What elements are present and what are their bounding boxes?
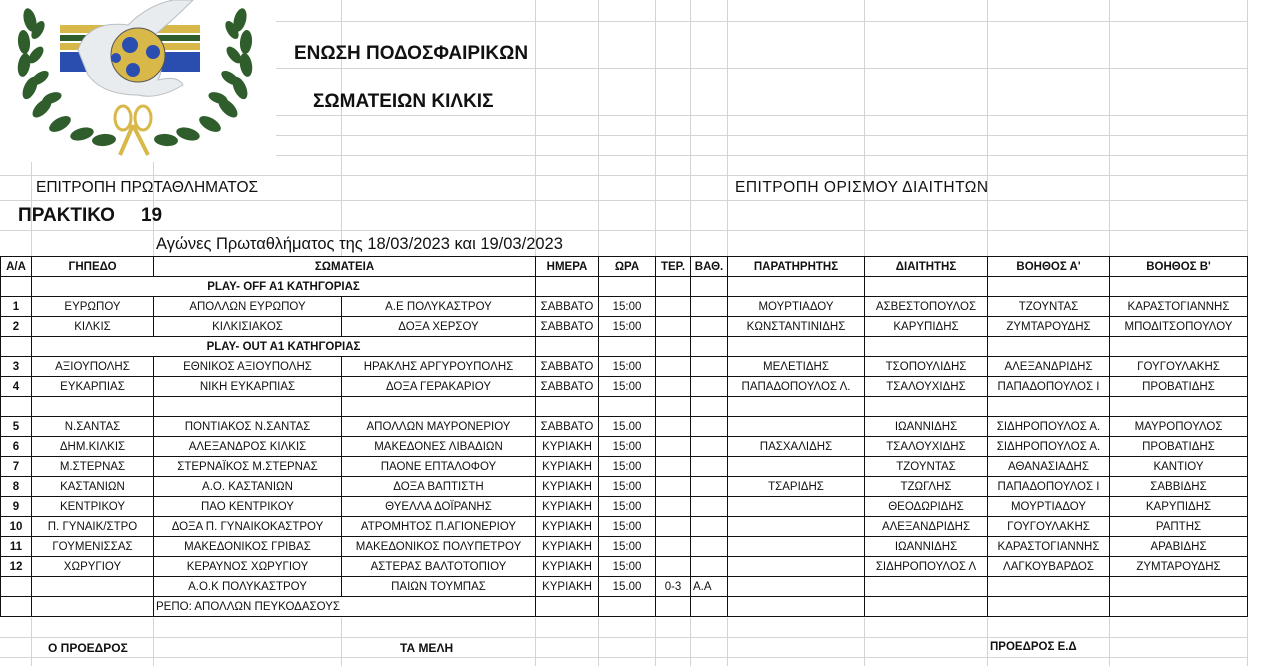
table-header-row [1,257,1248,277]
penalty [691,437,728,457]
col-header-assistant-a: ΒΟΗΘΟΣ Α' [988,257,1110,277]
penalty [691,377,728,397]
away-team: ΔΟΞΑ ΧΕΡΣΟΥ [342,317,536,337]
section-row-playout [1,337,1248,357]
result [656,557,691,577]
row-number [1,577,32,597]
stadium: ΕΥΚΑΡΠΙΑΣ [32,377,154,397]
match-day: ΣΑΒΒΑΤΟ [536,317,599,337]
org-name-line1: ΕΝΩΣΗ ΠΟΔΟΣΦΑΙΡΙΚΩΝ [294,43,529,64]
away-team: ΘΥΕΛΛΑ ΔΟΪΡΑΝΗΣ [342,497,536,517]
col-header-vath: ΒΑΘ. [691,257,728,277]
kickoff-time: 15.00 [599,577,656,597]
penalty [691,457,728,477]
referee: ΙΩΑΝΝΙΔΗΣ [865,537,988,557]
kickoff-time: 15:00 [599,317,656,337]
match-day: ΚΥΡΙΑΚΗ [536,577,599,597]
kickoff-time: 15:00 [599,297,656,317]
assistant-b: ΠΡΟΒΑΤΙΔΗΣ [1110,377,1248,397]
home-team: Α.Ο.Κ ΠΟΛΥΚΑΣΤΡΟΥ [154,577,342,597]
observer [728,417,865,437]
observer: ΤΣΑΡΙΔΗΣ [728,477,865,497]
away-team: ΔΟΞΑ ΒΑΠΤΙΣΤΗ [342,477,536,497]
observer [728,557,865,577]
kickoff-time: 15:00 [599,537,656,557]
president-signature-label: Ο ΠΡΟΕΔΡΟΣ [48,641,128,655]
section-label-playoff: PLAY- OFF A1 ΚΑΤΗΓΟΡΙΑΣ [32,277,536,297]
penalty [691,557,728,577]
penalty [691,517,728,537]
match-day: ΣΑΒΒΑΤΟ [536,297,599,317]
fixture-row [1,497,1248,517]
referee: ΤΣΑΛΟΥΧΙΔΗΣ [865,437,988,457]
assistant-b: ΜΠΟΔΙΤΣΟΠΟΥΛΟΥ [1110,317,1248,337]
away-team: ΠΑΙΩΝ ΤΟΥΜΠΑΣ [342,577,536,597]
stadium [32,577,154,597]
assistant-b: ΓΟΥΓΟΥΛΑΚΗΣ [1110,357,1248,377]
result [656,297,691,317]
penalty [691,297,728,317]
match-day: ΚΥΡΙΑΚΗ [536,557,599,577]
penalty [691,317,728,337]
result [656,477,691,497]
referee: ΤΣΟΠΟΥΛΙΔΗΣ [865,357,988,377]
assistant-b: ΜΑΥΡΟΠΟΥΛΟΣ [1110,417,1248,437]
referee: ΙΩΑΝΝΙΔΗΣ [865,417,988,437]
assistant-b: ΚΑΝΤΙΟΥ [1110,457,1248,477]
observer [728,497,865,517]
observer: ΠΑΣΧΑΛΙΔΗΣ [728,437,865,457]
assistant-b: ΖΥΜΤΑΡΟΥΔΗΣ [1110,557,1248,577]
assistant-a: ΤΖΟΥΝΤΑΣ [988,297,1110,317]
stadium: ΚΑΣΤΑΝΙΩΝ [32,477,154,497]
stadium: Ν.ΣΑΝΤΑΣ [32,417,154,437]
stadium: Μ.ΣΤΕΡΝΑΣ [32,457,154,477]
match-day: ΚΥΡΙΑΚΗ [536,537,599,557]
row-number: 1 [1,297,32,317]
assistant-a: ΚΑΡΑΣΤΟΓΙΑΝΝΗΣ [988,537,1110,557]
result [656,497,691,517]
away-team: ΔΟΞΑ ΓΕΡΑΚΑΡΙΟΥ [342,377,536,397]
stadium: ΔΗΜ.ΚΙΛΚΙΣ [32,437,154,457]
referee [865,577,988,597]
match-day: ΚΥΡΙΑΚΗ [536,497,599,517]
fixture-row [1,417,1248,437]
col-header-stadium: ΓΗΠΕΔΟ [32,257,154,277]
col-header-time: ΩΡΑ [599,257,656,277]
fixture-row [1,477,1248,497]
document-number: 19 [140,205,163,226]
observer [728,577,865,597]
fixture-row [1,457,1248,477]
kickoff-time: 15:00 [599,457,656,477]
kickoff-time: 15:00 [599,517,656,537]
assistant-a: ΖΥΜΤΑΡΟΥΔΗΣ [988,317,1110,337]
observer: ΜΟΥΡΤΙΑΔΟΥ [728,297,865,317]
penalty [691,477,728,497]
row-number: 2 [1,317,32,337]
assistant-b: ΠΡΟΒΑΤΙΔΗΣ [1110,437,1248,457]
document-title [18,205,162,227]
referee: ΚΑΡΥΠΙΔΗΣ [865,317,988,337]
repo-row [1,597,1248,617]
home-team: ΣΤΕΡΝΑΪΚΟΣ Μ.ΣΤΕΡΝΑΣ [154,457,342,477]
kickoff-time: 15:00 [599,437,656,457]
home-team: ΔΟΞΑ Π. ΓΥΝΑΙΚΟΚΑΣΤΡΟΥ [154,517,342,537]
result [656,317,691,337]
result: 0-3 [656,577,691,597]
observer [728,537,865,557]
col-header-aa: Α/Α [1,257,32,277]
row-number: 7 [1,457,32,477]
home-team: ΑΠΟΛΛΩΝ ΕΥΡΩΠΟΥ [154,297,342,317]
row-number: 12 [1,557,32,577]
result [656,517,691,537]
assistant-b [1110,577,1248,597]
stadium: ΚΙΛΚΙΣ [32,317,154,337]
away-team: Α.Ε ΠΟΛΥΚΑΣΤΡΟΥ [342,297,536,317]
referee: ΘΕΟΔΩΡΙΔΗΣ [865,497,988,517]
assistant-b: ΣΑΒΒΙΔΗΣ [1110,477,1248,497]
members-signature-label: ΤΑ ΜΕΛΗ [400,641,454,655]
assistant-a: ΣΙΔΗΡΟΠΟΥΛΟΣ Α. [988,417,1110,437]
repo-label: ΡΕΠΟ: ΑΠΟΛΛΩΝ ΠΕΥΚΟΔΑΣΟΥΣ [154,597,536,617]
stadium: ΕΥΡΩΠΟΥ [32,297,154,317]
assistant-b: ΚΑΡΑΣΤΟΓΙΑΝΝΗΣ [1110,297,1248,317]
observer: ΚΩΝΣΤΑΝΤΙΝΙΔΗΣ [728,317,865,337]
stadium: Π. ΓΥΝΑΙΚ/ΣΤΡΟ [32,517,154,537]
assistant-a: ΑΛΕΞΑΝΔΡΙΔΗΣ [988,357,1110,377]
assistant-a: ΜΟΥΡΤΙΑΔΟΥ [988,497,1110,517]
kickoff-time: 15:00 [599,377,656,397]
col-header-observer: ΠΑΡΑΤΗΡΗΤΗΣ [728,257,865,277]
kickoff-time: 15.00 [599,417,656,437]
col-header-day: ΗΜΕΡΑ [536,257,599,277]
kickoff-time: 15:00 [599,497,656,517]
fixture-row [1,317,1248,337]
wreath-dove-ball-emblem [8,0,276,162]
fixture-row [1,557,1248,577]
col-header-referee: ΔΙΑΙΤΗΤΗΣ [865,257,988,277]
fixture-row [1,357,1248,377]
away-team: ΑΣΤΕΡΑΣ ΒΑΛΤΟΤΟΠΙΟΥ [342,557,536,577]
document-label: ΠΡΑΚΤΙΚΟ [18,205,115,226]
col-header-assistant-b: ΒΟΗΘΟΣ Β' [1110,257,1248,277]
fixture-row [1,297,1248,317]
away-team: ΗΡΑΚΛΗΣ ΑΡΓΥΡΟΥΠΟΛΗΣ [342,357,536,377]
result [656,377,691,397]
fixture-row [1,437,1248,457]
result [656,417,691,437]
match-day: ΚΥΡΙΑΚΗ [536,437,599,457]
referee: ΤΣΑΛΟΥΧΙΔΗΣ [865,377,988,397]
observer [728,457,865,477]
stadium: ΧΩΡΥΓΙΟΥ [32,557,154,577]
match-day: ΣΑΒΒΑΤΟ [536,417,599,437]
union-logo [8,0,276,162]
assistant-a: ΣΙΔΗΡΟΠΟΥΛΟΣ Α. [988,437,1110,457]
home-team: Α.Ο. ΚΑΣΤΑΝΙΩΝ [154,477,342,497]
observer: ΜΕΛΕΤΙΔΗΣ [728,357,865,377]
referee-committee-president-label: ΠΡΟΕΔΡΟΣ Ε.Δ [990,641,1077,653]
row-number: 10 [1,517,32,537]
blank-row [1,397,1248,417]
result [656,457,691,477]
fixtures-table [0,256,1248,617]
assistant-a: ΛΑΓΚΟΥΒΑΡΔΟΣ [988,557,1110,577]
col-header-clubs: ΣΩΜΑΤΕΙΑ [154,257,536,277]
row-number: 4 [1,377,32,397]
away-team: ΜΑΚΕΔΟΝΙΚΟΣ ΠΟΛΥΠΕΤΡΟΥ [342,537,536,557]
assistant-a: ΓΟΥΓΟΥΛΑΚΗΣ [988,517,1110,537]
fixture-row [1,377,1248,397]
observer: ΠΑΠΑΔΟΠΟΥΛΟΣ Λ. [728,377,865,397]
result [656,357,691,377]
row-number: 5 [1,417,32,437]
home-team: ΠΟΝΤΙΑΚΟΣ Ν.ΣΑΝΤΑΣ [154,417,342,437]
away-team: ΠΑΟΝΕ ΕΠΤΑΛΟΦΟΥ [342,457,536,477]
away-team: ΜΑΚΕΔΟΝΕΣ ΛΙΒΑΔΙΩΝ [342,437,536,457]
home-team: ΚΙΛΚΙΣΙΑΚΟΣ [154,317,342,337]
assistant-b: ΑΡΑΒΙΔΗΣ [1110,537,1248,557]
stadium: ΚΕΝΤΡΙΚΟΥ [32,497,154,517]
stadium: ΓΟΥΜΕΝΙΣΣΑΣ [32,537,154,557]
org-name-line2: ΣΩΜΑΤΕΙΩΝ ΚΙΛΚΙΣ [313,91,494,112]
kickoff-time: 15:00 [599,357,656,377]
referee: ΤΖΩΓΛΗΣ [865,477,988,497]
section-label-playout: PLAY- OUT A1 ΚΑΤΗΓΟΡΙΑΣ [32,337,536,357]
referee: ΣΙΔΗΡΟΠΟΥΛΟΣ Λ [865,557,988,577]
kickoff-time: 15:00 [599,477,656,497]
result [656,537,691,557]
championship-committee-label: ΕΠΙΤΡΟΠΗ ΠΡΩΤΑΘΛΗΜΑΤΟΣ [36,179,259,196]
home-team: ΝΙΚΗ ΕΥΚΑΡΠΙΑΣ [154,377,342,397]
referee: ΑΛΕΞΑΝΔΡΙΔΗΣ [865,517,988,537]
fixture-row [1,577,1248,597]
assistant-a: ΠΑΠΑΔΟΠΟΥΛΟΣ Ι [988,377,1110,397]
assistant-b: ΡΑΠΤΗΣ [1110,517,1248,537]
observer [728,517,865,537]
row-number: 8 [1,477,32,497]
away-team: ΑΤΡΟΜΗΤΟΣ Π.ΑΓΙΟΝΕΡΙΟΥ [342,517,536,537]
result [656,437,691,457]
penalty [691,357,728,377]
assistant-a: ΑΘΑΝΑΣΙΑΔΗΣ [988,457,1110,477]
fixture-row [1,537,1248,557]
away-team: ΑΠΟΛΛΩΝ ΜΑΥΡΟΝΕΡΙΟΥ [342,417,536,437]
section-row-playoff [1,277,1248,297]
referee-committee-label: ΕΠΙΤΡΟΠΗ ΟΡΙΣΜΟΥ ΔΙΑΙΤΗΤΩΝ [735,179,989,196]
referee: ΤΖΟΥΝΤΑΣ [865,457,988,477]
match-day: ΚΥΡΙΑΚΗ [536,457,599,477]
penalty [691,537,728,557]
penalty [691,417,728,437]
match-day: ΣΑΒΒΑΤΟ [536,377,599,397]
penalty: Α.Α [691,577,728,597]
home-team: ΠΑΟ ΚΕΝΤΡΙΚΟΥ [154,497,342,517]
home-team: ΚΕΡΑΥΝΟΣ ΧΩΡΥΓΙΟΥ [154,557,342,577]
match-day: ΚΥΡΙΑΚΗ [536,517,599,537]
row-number: 9 [1,497,32,517]
stadium: ΑΞΙΟΥΠΟΛΗΣ [32,357,154,377]
matches-date-subtitle: Αγώνες Πρωταθλήματος της 18/03/2023 και 19/03/2023 [156,235,563,253]
row-number: 6 [1,437,32,457]
row-number: 11 [1,537,32,557]
kickoff-time: 15:00 [599,557,656,577]
home-team: ΜΑΚΕΔΟΝΙΚΟΣ ΓΡΙΒΑΣ [154,537,342,557]
match-day: ΣΑΒΒΑΤΟ [536,357,599,377]
col-header-ter: ΤΕΡ. [656,257,691,277]
match-day: ΚΥΡΙΑΚΗ [536,477,599,497]
penalty [691,497,728,517]
fixture-row [1,517,1248,537]
assistant-b: ΚΑΡΥΠΙΔΗΣ [1110,497,1248,517]
home-team: ΕΘΝΙΚΟΣ ΑΞΙΟΥΠΟΛΗΣ [154,357,342,377]
referee: ΑΣΒΕΣΤΟΠΟΥΛΟΣ [865,297,988,317]
assistant-a: ΠΑΠΑΔΟΠΟΥΛΟΣ Ι [988,477,1110,497]
home-team: ΑΛΕΞΑΝΔΡΟΣ ΚΙΛΚΙΣ [154,437,342,457]
row-number: 3 [1,357,32,377]
assistant-a [988,577,1110,597]
